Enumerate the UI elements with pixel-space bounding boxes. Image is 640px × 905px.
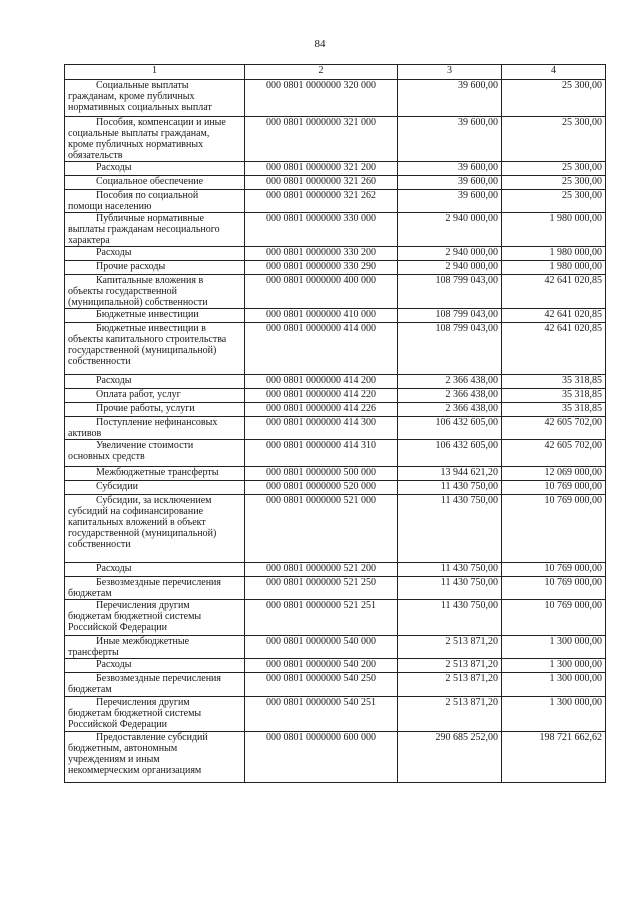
table-row bbox=[65, 389, 606, 403]
item-name-cell bbox=[65, 403, 245, 417]
amount-col4-cell: 1 300 000,00 bbox=[502, 673, 606, 697]
item-name-line: субсидий на софинансирование bbox=[68, 506, 204, 517]
column-header-3: 3 bbox=[398, 65, 502, 80]
item-name-cell bbox=[65, 673, 245, 697]
item-name-cell bbox=[65, 495, 245, 563]
amount-col3-cell: 2 513 871,20 bbox=[398, 697, 502, 732]
table-row bbox=[65, 659, 606, 673]
table-row bbox=[65, 732, 606, 783]
table-row bbox=[65, 247, 606, 261]
item-name-line: характера bbox=[68, 235, 110, 246]
amount-col4-cell: 25 300,00 bbox=[502, 176, 606, 190]
item-name-cell bbox=[65, 636, 245, 659]
item-name-cell bbox=[65, 80, 245, 117]
item-name-line: Российской Федерации bbox=[68, 622, 168, 633]
item-name-line: объекты государственной bbox=[68, 286, 178, 297]
item-name-line: учреждениям и иным bbox=[68, 754, 160, 765]
item-name-line: Бюджетные инвестиции в bbox=[96, 323, 206, 334]
item-name-cell bbox=[65, 176, 245, 190]
table-row bbox=[65, 375, 606, 389]
budget-code-cell: 000 0801 0000000 414 310 bbox=[245, 440, 398, 467]
item-name-line: (муниципальной) собственности bbox=[68, 297, 208, 308]
amount-col3-cell: 106 432 605,00 bbox=[398, 440, 502, 467]
amount-col4-cell: 10 769 000,00 bbox=[502, 481, 606, 495]
amount-col3-cell: 39 600,00 bbox=[398, 117, 502, 162]
item-name-cell bbox=[65, 213, 245, 247]
table-row bbox=[65, 261, 606, 275]
item-name-cell bbox=[65, 600, 245, 636]
item-name-line: Капитальные вложения в bbox=[96, 275, 204, 286]
amount-col3-cell: 290 685 252,00 bbox=[398, 732, 502, 783]
amount-col3-cell: 11 430 750,00 bbox=[398, 600, 502, 636]
item-name-line: Оплата работ, услуг bbox=[96, 389, 181, 400]
item-name-line: активов bbox=[68, 428, 102, 439]
budget-code-cell: 000 0801 0000000 500 000 bbox=[245, 467, 398, 481]
table-row bbox=[65, 190, 606, 213]
item-name-cell bbox=[65, 563, 245, 577]
amount-col3-cell: 11 430 750,00 bbox=[398, 563, 502, 577]
budget-code-cell: 000 0801 0000000 414 220 bbox=[245, 389, 398, 403]
item-name-line: основных средств bbox=[68, 451, 145, 462]
table-row bbox=[65, 563, 606, 577]
budget-code-cell: 000 0801 0000000 600 000 bbox=[245, 732, 398, 783]
item-name-cell bbox=[65, 162, 245, 176]
item-name-line: нормативных социальных выплат bbox=[68, 102, 212, 113]
item-name-line: Прочие расходы bbox=[96, 261, 166, 272]
item-name-line: Межбюджетные трансферты bbox=[96, 467, 219, 478]
amount-col4-cell: 1 300 000,00 bbox=[502, 636, 606, 659]
item-name-line: Бюджетные инвестиции bbox=[96, 309, 199, 320]
amount-col3-cell: 2 366 438,00 bbox=[398, 375, 502, 389]
budget-code-cell: 000 0801 0000000 521 250 bbox=[245, 577, 398, 600]
amount-col4-cell: 25 300,00 bbox=[502, 80, 606, 117]
amount-col4-cell: 35 318,85 bbox=[502, 389, 606, 403]
column-header-4: 4 bbox=[502, 65, 606, 80]
table-body bbox=[65, 80, 606, 783]
table-row bbox=[65, 636, 606, 659]
amount-col4-cell: 1 980 000,00 bbox=[502, 213, 606, 247]
amount-col4-cell: 12 069 000,00 bbox=[502, 467, 606, 481]
budget-code-cell: 000 0801 0000000 521 000 bbox=[245, 495, 398, 563]
item-name-cell bbox=[65, 275, 245, 309]
item-name-line: Субсидии bbox=[96, 481, 138, 492]
amount-col4-cell: 10 769 000,00 bbox=[502, 600, 606, 636]
item-name-line: Российской Федерации bbox=[68, 719, 168, 730]
item-name-cell bbox=[65, 261, 245, 275]
item-name-line: бюджетам bbox=[68, 684, 112, 695]
item-name-line: объекты капитального строительства bbox=[68, 334, 227, 345]
amount-col3-cell: 39 600,00 bbox=[398, 190, 502, 213]
item-name-cell bbox=[65, 732, 245, 783]
budget-code-cell: 000 0801 0000000 521 251 bbox=[245, 600, 398, 636]
item-name-line: государственной (муниципальной) bbox=[68, 528, 217, 539]
amount-col3-cell: 39 600,00 bbox=[398, 162, 502, 176]
item-name-line: Публичные нормативные bbox=[96, 213, 204, 224]
amount-col4-cell: 1 980 000,00 bbox=[502, 247, 606, 261]
amount-col3-cell: 39 600,00 bbox=[398, 176, 502, 190]
budget-code-cell: 000 0801 0000000 540 200 bbox=[245, 659, 398, 673]
item-name-line: Социальные выплаты bbox=[96, 80, 189, 91]
budget-code-cell: 000 0801 0000000 540 250 bbox=[245, 673, 398, 697]
item-name-cell bbox=[65, 467, 245, 481]
table-row bbox=[65, 275, 606, 309]
budget-code-cell: 000 0801 0000000 321 260 bbox=[245, 176, 398, 190]
item-name-line: Пособия, компенсации и иные bbox=[96, 117, 226, 128]
budget-code-cell: 000 0801 0000000 410 000 bbox=[245, 309, 398, 323]
amount-col4-cell: 35 318,85 bbox=[502, 375, 606, 389]
table-row bbox=[65, 481, 606, 495]
table-row bbox=[65, 495, 606, 563]
amount-col4-cell: 42 605 702,00 bbox=[502, 440, 606, 467]
item-name-line: бюджетам бюджетной системы bbox=[68, 708, 202, 719]
amount-col4-cell: 10 769 000,00 bbox=[502, 495, 606, 563]
item-name-cell bbox=[65, 309, 245, 323]
table-row bbox=[65, 467, 606, 481]
amount-col3-cell: 108 799 043,00 bbox=[398, 309, 502, 323]
item-name-cell bbox=[65, 117, 245, 162]
table-row bbox=[65, 697, 606, 732]
item-name-line: бюджетам bbox=[68, 588, 112, 599]
item-name-line: гражданам, кроме публичных bbox=[68, 91, 195, 102]
item-name-line: Поступление нефинансовых bbox=[96, 417, 218, 428]
amount-col3-cell: 39 600,00 bbox=[398, 80, 502, 117]
item-name-line: государственной (муниципальной) bbox=[68, 345, 217, 356]
amount-col3-cell: 2 513 871,20 bbox=[398, 673, 502, 697]
amount-col3-cell: 13 944 621,20 bbox=[398, 467, 502, 481]
table-row bbox=[65, 80, 606, 117]
table-row bbox=[65, 213, 606, 247]
item-name-cell bbox=[65, 481, 245, 495]
amount-col3-cell: 2 940 000,00 bbox=[398, 247, 502, 261]
budget-code-cell: 000 0801 0000000 330 290 bbox=[245, 261, 398, 275]
item-name-line: Безвозмездные перечисления bbox=[96, 577, 221, 588]
amount-col3-cell: 106 432 605,00 bbox=[398, 417, 502, 440]
amount-col3-cell: 108 799 043,00 bbox=[398, 275, 502, 309]
budget-code-cell: 000 0801 0000000 414 300 bbox=[245, 417, 398, 440]
item-name-line: кроме публичных нормативных bbox=[68, 139, 204, 150]
amount-col4-cell: 42 641 020,85 bbox=[502, 275, 606, 309]
item-name-line: трансферты bbox=[68, 647, 119, 658]
item-name-line: Иные межбюджетные bbox=[96, 636, 190, 647]
amount-col4-cell: 198 721 662,62 bbox=[502, 732, 606, 783]
amount-col4-cell: 42 641 020,85 bbox=[502, 309, 606, 323]
table-row bbox=[65, 673, 606, 697]
amount-col4-cell: 25 300,00 bbox=[502, 190, 606, 213]
budget-code-cell: 000 0801 0000000 321 000 bbox=[245, 117, 398, 162]
amount-col3-cell: 2 940 000,00 bbox=[398, 261, 502, 275]
amount-col3-cell: 11 430 750,00 bbox=[398, 481, 502, 495]
budget-table bbox=[64, 64, 606, 783]
amount-col3-cell: 108 799 043,00 bbox=[398, 323, 502, 375]
item-name-line: обязательств bbox=[68, 150, 123, 161]
amount-col4-cell: 25 300,00 bbox=[502, 162, 606, 176]
table-row bbox=[65, 440, 606, 467]
budget-code-cell: 000 0801 0000000 330 000 bbox=[245, 213, 398, 247]
amount-col4-cell: 42 605 702,00 bbox=[502, 417, 606, 440]
item-name-line: Субсидии, за исключением bbox=[96, 495, 212, 506]
amount-col3-cell: 2 513 871,20 bbox=[398, 659, 502, 673]
amount-col4-cell: 10 769 000,00 bbox=[502, 563, 606, 577]
item-name-line: Расходы bbox=[96, 247, 132, 258]
item-name-cell bbox=[65, 190, 245, 213]
item-name-cell bbox=[65, 417, 245, 440]
item-name-line: капитальных вложений в объект bbox=[68, 517, 206, 528]
item-name-line: Прочие работы, услуги bbox=[96, 403, 195, 414]
item-name-cell bbox=[65, 375, 245, 389]
amount-col4-cell: 42 641 020,85 bbox=[502, 323, 606, 375]
item-name-line: Расходы bbox=[96, 659, 132, 670]
column-header-1: 1 bbox=[65, 65, 245, 80]
item-name-line: помощи населению bbox=[68, 201, 152, 212]
item-name-cell bbox=[65, 323, 245, 375]
budget-code-cell: 000 0801 0000000 321 262 bbox=[245, 190, 398, 213]
item-name-line: Предоставление субсидий bbox=[96, 732, 208, 743]
table-row bbox=[65, 323, 606, 375]
amount-col3-cell: 2 366 438,00 bbox=[398, 403, 502, 417]
budget-code-cell: 000 0801 0000000 520 000 bbox=[245, 481, 398, 495]
budget-code-cell: 000 0801 0000000 330 200 bbox=[245, 247, 398, 261]
amount-col4-cell: 10 769 000,00 bbox=[502, 577, 606, 600]
amount-col4-cell: 35 318,85 bbox=[502, 403, 606, 417]
budget-code-cell: 000 0801 0000000 400 000 bbox=[245, 275, 398, 309]
amount-col3-cell: 2 513 871,20 bbox=[398, 636, 502, 659]
item-name-cell bbox=[65, 389, 245, 403]
budget-code-cell: 000 0801 0000000 414 200 bbox=[245, 375, 398, 389]
budget-code-cell: 000 0801 0000000 540 000 bbox=[245, 636, 398, 659]
amount-col4-cell: 1 300 000,00 bbox=[502, 659, 606, 673]
amount-col3-cell: 2 366 438,00 bbox=[398, 389, 502, 403]
item-name-line: Перечисления другим bbox=[96, 697, 190, 708]
page-number: 84 bbox=[314, 38, 326, 50]
item-name-line: Безвозмездные перечисления bbox=[96, 673, 221, 684]
item-name-line: бюджетам бюджетной системы bbox=[68, 611, 202, 622]
budget-code-cell: 000 0801 0000000 321 200 bbox=[245, 162, 398, 176]
amount-col3-cell: 2 940 000,00 bbox=[398, 213, 502, 247]
amount-col4-cell: 25 300,00 bbox=[502, 117, 606, 162]
table-row bbox=[65, 117, 606, 162]
item-name-line: некоммерческим организациям bbox=[68, 765, 202, 776]
table-row bbox=[65, 162, 606, 176]
item-name-line: бюджетным, автономным bbox=[68, 743, 178, 754]
amount-col4-cell: 1 300 000,00 bbox=[502, 697, 606, 732]
item-name-cell bbox=[65, 577, 245, 600]
table-row bbox=[65, 176, 606, 190]
budget-code-cell: 000 0801 0000000 521 200 bbox=[245, 563, 398, 577]
budget-code-cell: 000 0801 0000000 414 226 bbox=[245, 403, 398, 417]
table-row bbox=[65, 577, 606, 600]
budget-code-cell: 000 0801 0000000 414 000 bbox=[245, 323, 398, 375]
amount-col3-cell: 11 430 750,00 bbox=[398, 577, 502, 600]
amount-col3-cell: 11 430 750,00 bbox=[398, 495, 502, 563]
table-row bbox=[65, 417, 606, 440]
item-name-cell bbox=[65, 697, 245, 732]
item-name-line: собственности bbox=[68, 356, 131, 367]
item-name-cell bbox=[65, 659, 245, 673]
table-row bbox=[65, 600, 606, 636]
budget-code-cell: 000 0801 0000000 540 251 bbox=[245, 697, 398, 732]
item-name-line: Расходы bbox=[96, 375, 132, 386]
item-name-line: Пособия по социальной bbox=[96, 190, 199, 201]
item-name-line: Расходы bbox=[96, 162, 132, 173]
item-name-line: собственности bbox=[68, 539, 131, 550]
item-name-line: Расходы bbox=[96, 563, 132, 574]
amount-col4-cell: 1 980 000,00 bbox=[502, 261, 606, 275]
item-name-line: Увеличение стоимости bbox=[96, 440, 194, 451]
column-header-2: 2 bbox=[245, 65, 398, 80]
item-name-line: выплаты гражданам несоциального bbox=[68, 224, 220, 235]
item-name-cell bbox=[65, 247, 245, 261]
table-row bbox=[65, 403, 606, 417]
table-header-row bbox=[65, 65, 606, 80]
item-name-line: Социальное обеспечение bbox=[96, 176, 204, 187]
item-name-cell bbox=[65, 440, 245, 467]
item-name-line: социальные выплаты гражданам, bbox=[68, 128, 210, 139]
budget-code-cell: 000 0801 0000000 320 000 bbox=[245, 80, 398, 117]
table-row bbox=[65, 309, 606, 323]
item-name-line: Перечисления другим bbox=[96, 600, 190, 611]
